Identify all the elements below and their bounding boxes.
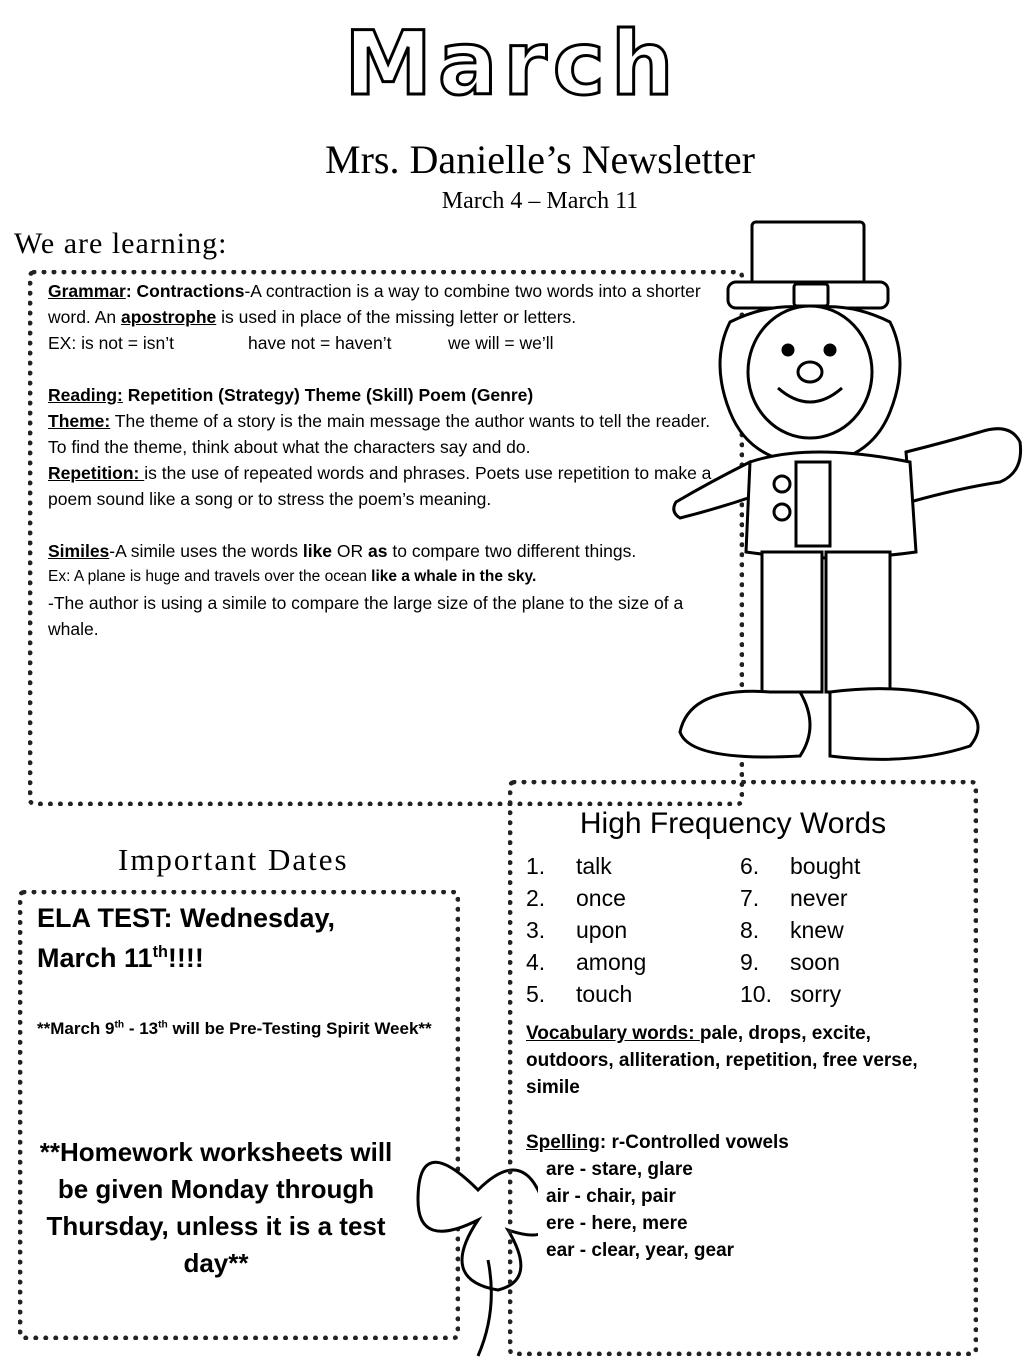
leprechaun-leg-left: [762, 552, 822, 692]
simile-example-text: Ex: A plane is huge and travels over the ocean: [48, 568, 372, 585]
repetition-label: Repetition:: [48, 463, 145, 483]
hfw-list-col-2: [740, 850, 940, 1010]
ela-test-notice: [37, 898, 437, 978]
spelling-section: [526, 1129, 956, 1264]
ela-sup: th: [152, 943, 168, 961]
list-item: 1. talk: [526, 853, 612, 879]
ela-line-1: ELA TEST: Wednesday,: [37, 903, 336, 933]
spirit-sup-2: th: [158, 1019, 168, 1031]
newsletter-title: Mrs. Danielle’s Newsletter: [325, 137, 755, 182]
ela-line-2: [37, 938, 437, 978]
reading-label: Reading:: [48, 385, 123, 405]
list-item: 7. never: [740, 885, 848, 911]
ela-end: !!!!: [167, 943, 204, 973]
newsletter-dates: March 4 – March 11: [441, 188, 639, 214]
vocab-label: Vocabulary words:: [526, 1023, 700, 1044]
homework-notice: **Homework worksheets will be given Monday through Thursday, unless it is a test day**: [39, 1137, 393, 1278]
spelling-topic: : r-Controlled vowels: [599, 1132, 789, 1153]
simile-example: [48, 564, 724, 590]
theme-label: Theme:: [48, 411, 111, 431]
spelling-row: are - stare, glare: [546, 1159, 693, 1180]
leprechaun-shoe-right: [830, 689, 978, 760]
list-item: 5. touch: [526, 981, 633, 1007]
learning-content: [48, 278, 724, 642]
spelling-row: ere - here, mere: [546, 1213, 688, 1234]
learning-heading: We are learning:: [14, 227, 228, 260]
leprechaun-eye-right: [825, 345, 835, 355]
repetition-paragraph: [48, 460, 724, 512]
example-3: we will = we’ll: [448, 333, 554, 353]
spirit-week-notice: [37, 1016, 437, 1041]
similes-as: as: [368, 541, 388, 561]
vocabulary-words: [526, 1020, 956, 1101]
list-item: 10. sorry: [740, 981, 842, 1007]
leprechaun-hat-buckle: [794, 284, 828, 306]
simile-explanation: -The author is using a simile to compare the large size of the plane to the size of a whale.: [48, 593, 684, 639]
spirit-text-3: will be Pre-Testing Spirit Week**: [167, 1019, 432, 1038]
grammar-text-2: is used in place of the missing letter or letters.: [216, 307, 577, 327]
list-item: 6. bought: [740, 853, 861, 879]
grammar-topic: Contractions: [136, 281, 245, 301]
example-2: have not = haven’t: [248, 333, 392, 353]
leprechaun-eye-left: [783, 345, 793, 355]
list-item: 9. soon: [740, 949, 840, 975]
repetition-text: is the use of repeated words and phrases. Poets use repetition to make a poem sound like a song or to stress the poem’s meaning.: [48, 463, 712, 509]
theme-text: The theme of a story is the main message the author wants to tell the reader. To find the theme, think about what the characters say and do.: [48, 411, 711, 457]
similes-text-1: -A simile uses the words: [109, 541, 303, 561]
similes-like: like: [302, 541, 333, 561]
list-item: 4. among: [526, 949, 647, 975]
theme-paragraph: [48, 408, 724, 460]
leprechaun-arm-right: [906, 429, 1021, 502]
dates-heading: Important Dates: [118, 842, 349, 877]
leprechaun-hat-top: [752, 222, 864, 290]
grammar-label: Grammar: [48, 281, 126, 301]
apostrophe-word: apostrophe: [120, 307, 217, 327]
grammar-text-1: -A contraction is a way to combine two words into a shorter word. An: [48, 281, 701, 327]
similes-label: Similes: [48, 541, 110, 561]
list-item: 8. knew: [740, 917, 844, 943]
ela-date: March 11: [37, 943, 153, 973]
leprechaun-button-2: [774, 504, 790, 520]
spirit-sup-1: th: [114, 1019, 125, 1031]
similes-or: OR: [332, 541, 369, 561]
leprechaun-shoe-left: [680, 691, 810, 757]
vocab-text: pale, drops, excite, outdoors, alliteration, repetition, free verse, simile: [526, 1023, 918, 1098]
hfw-list-col-1: [526, 850, 726, 1010]
example-1: EX: is not = isn’t: [48, 333, 174, 353]
leprechaun-illustration: [670, 212, 1024, 782]
leprechaun-button-1: [774, 476, 790, 492]
simile-example-bold: like a whale in the sky.: [371, 568, 537, 585]
spelling-label: Spelling: [526, 1132, 600, 1153]
page-title: March: [344, 12, 680, 115]
list-item: 3. upon: [526, 917, 628, 943]
leprechaun-tie: [796, 462, 830, 546]
leprechaun-nose: [798, 362, 822, 382]
grammar-paragraph: Grammar: Contractions-A contraction is a way to combine two words into a shorter word. An apostrophe is used in place of the missing letter or letters.: [48, 281, 701, 327]
spirit-text-1: **March 9: [37, 1019, 115, 1038]
leprechaun-leg-right: [826, 552, 890, 692]
spelling-row: ear - clear, year, gear: [546, 1240, 735, 1261]
spelling-row: air - chair, pair: [546, 1186, 676, 1207]
spirit-text-2: - 13: [124, 1019, 159, 1038]
contraction-examples: [48, 330, 724, 356]
hfw-title: High Frequency Words: [579, 807, 887, 840]
list-item: 2. once: [526, 885, 626, 911]
reading-text: Repetition (Strategy) Theme (Skill) Poem (Genre): [122, 385, 534, 405]
reading-line: [48, 382, 724, 408]
similes-paragraph: [48, 538, 724, 564]
similes-text-2: to compare two different things.: [387, 541, 637, 561]
